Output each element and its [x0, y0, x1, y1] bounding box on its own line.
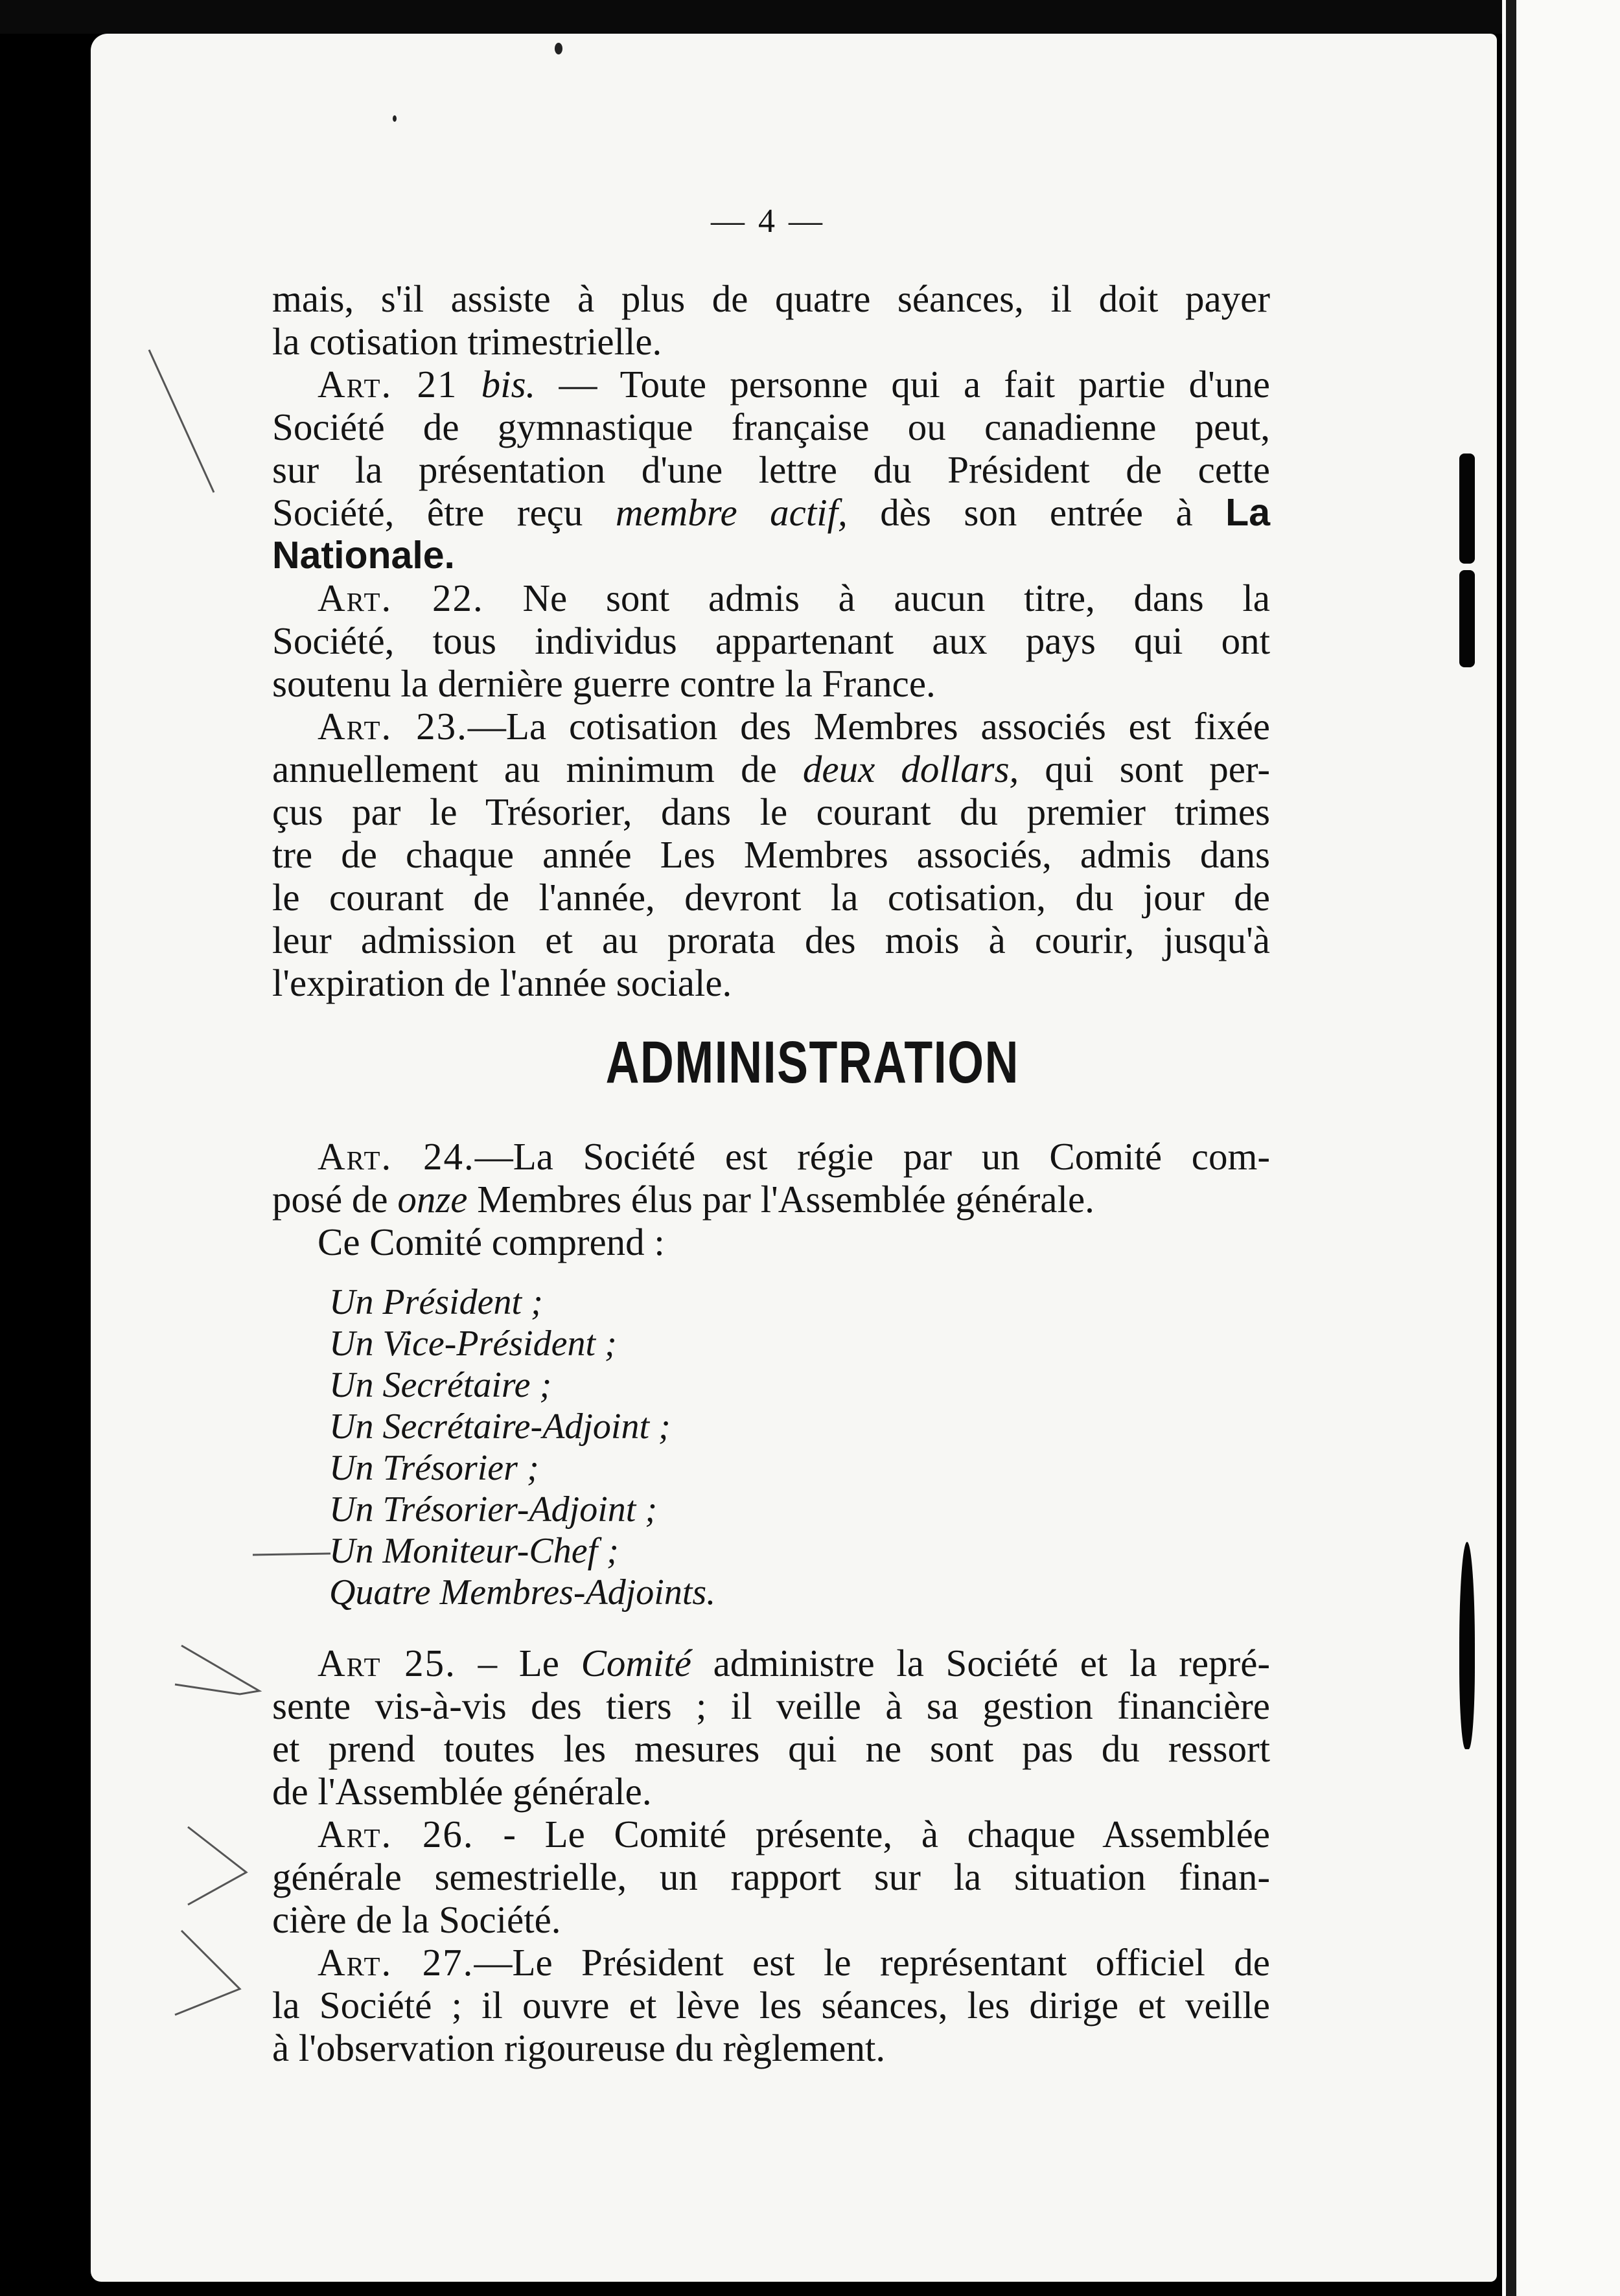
text-segment: —La Société est régie par un Comité com- [474, 1135, 1270, 1178]
text-line: soutenu la dernière guerre contre la France. [272, 662, 936, 705]
article-23 [272, 705, 1270, 748]
text-line [272, 491, 1270, 534]
text-segment: dès son entrée à [880, 491, 1193, 534]
committee-role: Un Vice-Président ; [329, 1324, 617, 1364]
committee-role: Un Président ; [329, 1282, 543, 1322]
text-segment: — Toute personne qui a fait partie d'une [559, 363, 1270, 406]
article-26 [272, 1813, 1270, 1855]
scan-top-border [0, 0, 1502, 34]
text-segment: - Le Comité présente, à chaque Assemblée [503, 1813, 1270, 1855]
text-line: mais, s'il assiste à plus de quatre séances, il doit payer [272, 277, 1270, 320]
text-line: le courant de l'année, devront la cotisation, du jour de [272, 876, 1270, 919]
margin-pencil-mark [162, 1918, 266, 2021]
text-line: à l'observation rigoureuse du règlement. [272, 2026, 886, 2069]
binding-mark [1459, 1542, 1475, 1749]
committee-role: Un Secrétaire ; [329, 1365, 552, 1405]
text-segment: – Le [478, 1642, 559, 1684]
text-line [272, 1178, 1270, 1221]
text-line: générale semestrielle, un rapport sur la situation finan- [272, 1855, 1270, 1898]
text-line: Société, tous individus appartenant aux pays qui ont [272, 619, 1270, 662]
italic-term: deux dollars, [802, 748, 1019, 790]
text-line: de l'Assemblée générale. [272, 1770, 652, 1813]
margin-pencil-mark [175, 1814, 266, 1918]
text-segment: Société, être reçu [272, 491, 583, 534]
text-line: Ce Comité comprend : [318, 1221, 665, 1263]
text-segment: —Le Président est le représentant officiel de [474, 1941, 1270, 1984]
article-suffix: bis. [481, 363, 536, 406]
text-line: sente vis-à-vis des tiers ; il veille à sa gestion financière [272, 1684, 1270, 1727]
text-segment: administre la Société et la repré- [713, 1642, 1271, 1684]
society-name: Nationale. [272, 534, 455, 577]
text-line: cière de la Société. [272, 1898, 561, 1941]
article-label: Art. 24. [318, 1135, 475, 1178]
society-name: La [1225, 491, 1271, 534]
adjacent-page-edge [1502, 0, 1620, 2296]
text-segment: posé de [272, 1178, 388, 1221]
section-heading: ADMINISTRATION [605, 1029, 1019, 1096]
text-segment: Ne sont admis à aucun titre, dans la [522, 577, 1270, 619]
italic-term: membre actif, [615, 491, 848, 534]
text-line: tre de chaque année Les Membres associés, admis dans [272, 833, 1270, 876]
text-line: leur admission et au prorata des mois à courir, jusqu'à [272, 919, 1270, 961]
text-segment: —La cotisation des Membres associés est fixée [467, 705, 1270, 748]
margin-pencil-mark [168, 1633, 272, 1717]
text-line [272, 748, 1270, 790]
article-24 [272, 1135, 1270, 1178]
committee-role: Un Trésorier-Adjoint ; [329, 1489, 657, 1530]
committee-role: Un Moniteur-Chef ; [329, 1531, 619, 1571]
article-label: Art. 22. [318, 577, 484, 619]
committee-role: Quatre Membres-Adjoints. [329, 1572, 716, 1613]
text-segment: Membres élus par l'Assemblée générale. [477, 1178, 1094, 1221]
text-line: l'expiration de l'année sociale. [272, 961, 732, 1004]
article-label: Art. 23. [318, 705, 468, 748]
text-line: et prend toutes les mesures qui ne sont pas du ressort [272, 1727, 1270, 1770]
article-21-bis [272, 363, 1270, 406]
article-27 [272, 1941, 1270, 1984]
binding-mark [1459, 453, 1475, 564]
italic-term: onze [397, 1178, 468, 1221]
text-line: Société de gymnastique française ou canadienne peut, [272, 406, 1270, 448]
text-segment: annuellement au minimum de [272, 748, 777, 790]
article-label: Art 25. [318, 1642, 456, 1684]
article-25 [272, 1642, 1270, 1684]
margin-pencil-mark [130, 337, 233, 505]
text-line: sur la présentation d'une lettre du Président de cette [272, 448, 1270, 491]
scan-speck [555, 43, 562, 54]
italic-term: Comité [581, 1642, 691, 1684]
page-fold-shadow [1506, 0, 1516, 2296]
binding-mark [1459, 570, 1475, 667]
margin-pencil-mark [246, 1535, 337, 1574]
text-line: la Société ; il ouvre et lève les séances, les dirige et veille [272, 1984, 1270, 2026]
committee-role: Un Secrétaire-Adjoint ; [329, 1406, 671, 1447]
article-label: Art. 26. [318, 1813, 474, 1855]
text-line: çus par le Trésorier, dans le courant du premier trimes [272, 790, 1270, 833]
scan-speck [393, 115, 397, 122]
page-number: — 4 — [711, 203, 825, 240]
text-segment: qui sont per- [1045, 748, 1271, 790]
article-label: Art. 21 [318, 363, 458, 406]
article-label: Art. 27. [318, 1941, 474, 1984]
committee-role: Un Trésorier ; [329, 1448, 539, 1488]
text-line: la cotisation trimestrielle. [272, 320, 662, 363]
article-22 [272, 577, 1270, 619]
